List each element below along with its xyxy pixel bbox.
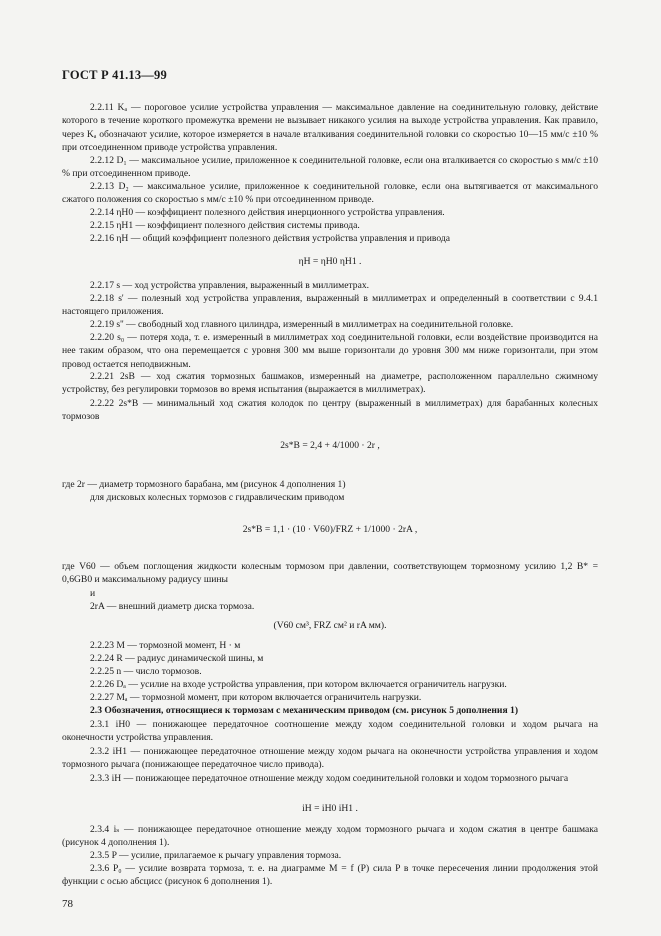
paragraph-2-2-22: 2.2.22 2s*B — минимальный ход сжатия колодок по центру (выраженный в миллиметрах) для барабанных колесных тормозов: [62, 398, 598, 423]
paragraph-2-3-1: 2.3.1 iH0 — понижающее передаточное соотношение между ходом соединительной головки и ходом рычага на оконечности устройства управления.: [62, 719, 598, 744]
formula-eta: ηH = ηH0 ηH1 .: [298, 256, 362, 267]
paragraph-2-2-14: 2.2.14 ηH0 — коэффициент полезного действия инерционного устройства управления.: [90, 207, 445, 218]
paragraph-where-2r: где 2r — диаметр тормозного барабана, мм (рисунок 4 дополнения 1): [62, 479, 346, 490]
paragraph-2-3-2: 2.3.2 iH1 — понижающее передаточное отношение между ходом рычага на оконечности устройства управления и ходом тормозного рычага (понижающее передаточное число привода).: [62, 746, 598, 771]
paragraph-2-2-17: 2.2.17 s — ход устройства управления, выраженный в миллиметрах.: [90, 280, 370, 291]
paragraph-2-2-20: 2.2.20 s₀ — потеря хода, т. е. измеренный в миллиметрах ход соединительной головки, если воздействие производится на нее таким образом, что она перемещается с уровня 300 мм выше горизонтали до уровня 300 мм ниже горизонтали, при этом провод остается неподвижным.: [62, 332, 598, 370]
paragraph-2-3-6: 2.3.6 P₀ — усилие возврата тормоза, т. е. на диаграмме M = f (P) сила P в точке пересечения линии продолжения этой функции с осью абсцисс (рисунок 6 дополнения 1).: [62, 863, 598, 888]
paragraph-2-3-3: 2.3.3 iH — понижающее передаточное отношение между ходом соединительной головки и ходом тормозного рычага: [90, 773, 569, 784]
paragraph-2-2-16: 2.2.16 ηH — общий коэффициент полезного действия устройства управления и привода: [90, 233, 450, 244]
paragraph-2-2-11: 2.2.11 Kₐ — пороговое усилие устройства управления — максимальное давление на соединительную головку, действие которого в течение короткого промежутка времени не вызывает никакого усилия на выходе устройства управления. Как правило, через Kₐ обозначают усилие, которое измеряется в начале вталкивания соединительной головки со скоростью 10—15 мм/с ±10 % при отсоединенном приводе устройства управления.: [62, 102, 598, 153]
page-number: 78: [62, 898, 73, 910]
paragraph-2-3-5: 2.3.5 P — усилие, прилагаемое к рычагу управления тормоза.: [90, 850, 342, 861]
paragraph-2-2-12: 2.2.12 D₁ — максимальное усилие, приложенное к соединительной головке, если она вталкивается со скоростью s мм/с ±10 % при отсоединенном приводе.: [62, 155, 598, 180]
paragraph-2-2-25: 2.2.25 n — число тормозов.: [90, 666, 202, 677]
formula-disc: 2s*B = 1,1 · (10 · V60)/FRZ + 1/1000 · 2rA ,: [242, 524, 418, 535]
formula-ih: iH = iH0 iH1 .: [302, 803, 358, 814]
paragraph-2-2-13: 2.2.13 D₂ — максимальное усилие, приложенное к соединительной головке, если она вытягивается от максимального сжатого положения со скоростью s мм/с ±10 % при отсоединенном приводе.: [62, 181, 598, 206]
paragraph-and: и: [90, 588, 96, 599]
formula-drum: 2s*B = 2,4 + 4/1000 · 2r ,: [280, 440, 380, 451]
section-heading-2-3: 2.3 Обозначения, относящиеся к тормозам с механическим приводом (см. рисунок 5 дополнения 1): [90, 705, 519, 716]
paragraph-2ra: 2rA — внешний диаметр диска тормоза.: [90, 601, 255, 612]
paragraph-where-v60: где V60 — объем поглощения жидкости колесным тормозом при давлении, соответствующем тормозному усилию 1,2 B* = 0,6GB0 и максимальному радиусу шины: [62, 561, 598, 586]
paragraph-2-3-4: 2.3.4 iₛ — понижающее передаточное отношение между ходом тормозного рычага и ходом сжатия в центре башмака (рисунок 4 дополнения 1).: [62, 824, 598, 849]
units-line: (V60 см³, FRZ см² и rA мм).: [273, 620, 387, 631]
paragraph-2-2-15: 2.2.15 ηH1 — коэффициент полезного действия системы привода.: [90, 220, 360, 231]
paragraph-disc-brakes: для дисковых колесных тормозов с гидравлическим приводом: [90, 492, 345, 503]
paragraph-2-2-27: 2.2.27 Mₐ — тормозной момент, при котором включается ограничитель нагрузки.: [90, 692, 422, 703]
paragraph-2-2-21: 2.2.21 2sB — ход сжатия тормозных башмаков, измеренный на диаметре, расположенном параллельно сжимному устройству, без регулировки тормозов во время испытания (выражается в миллиметрах).: [62, 371, 598, 396]
paragraph-2-2-18: 2.2.18 s' — полезный ход устройства управления, выраженный в миллиметрах и определенный в соответствии с 9.4.1 настоящего приложения.: [62, 293, 598, 318]
paragraph-2-2-19: 2.2.19 s'' — свободный ход главного цилиндра, измеренный в миллиметрах на соединительной головке.: [90, 319, 514, 330]
paragraph-2-2-23: 2.2.23 M — тормозной момент, Н · м: [90, 640, 241, 651]
paragraph-2-2-24: 2.2.24 R — радиус динамической шины, м: [90, 653, 264, 664]
paragraph-2-2-26: 2.2.26 Dₐ — усилие на входе устройства управления, при котором включается ограничитель нагрузки.: [90, 679, 507, 690]
document-header: ГОСТ Р 41.13—99: [62, 68, 167, 82]
